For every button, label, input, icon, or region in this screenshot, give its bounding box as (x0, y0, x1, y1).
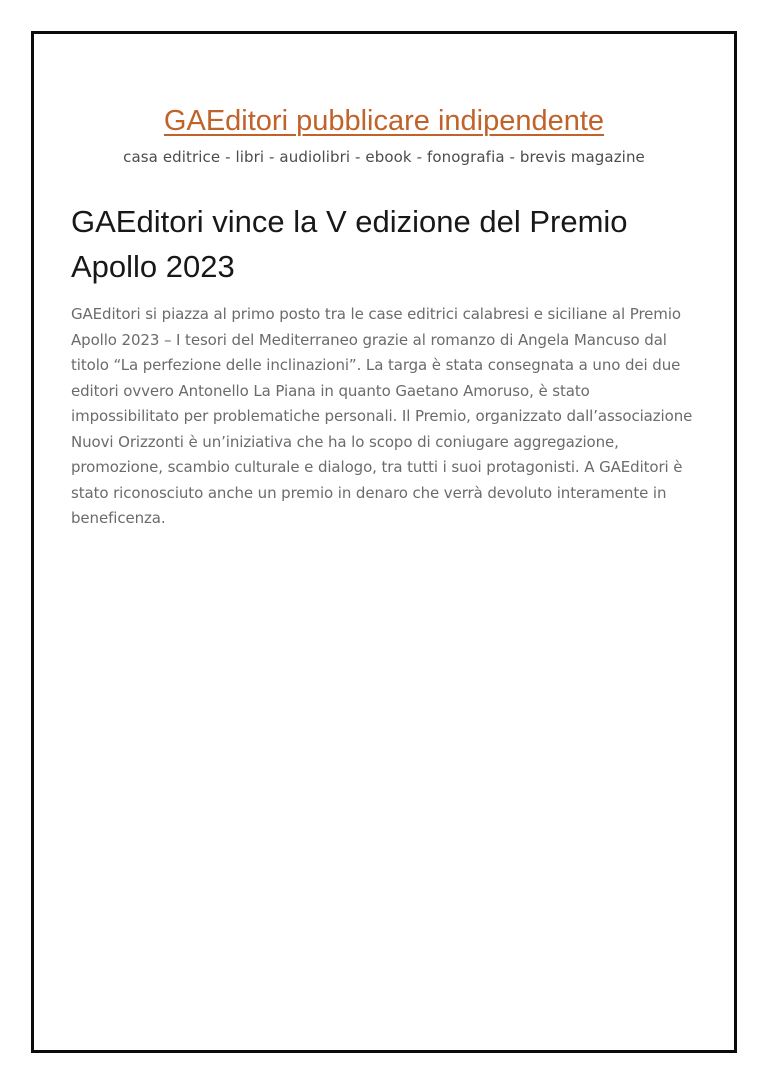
page-frame (31, 31, 737, 1053)
article-body: GAEditori si piazza al primo posto tra le case editrici calabresi e siciliane al Premio Apollo 2023 – I tesori del Mediterraneo grazie al romanzo di Angela Mancuso dal titolo “La perfezione delle inclinazioni”. La targa è stata consegnata a uno dei due editori ovvero Antonello La Piana in quanto Gaetano Amoruso, è stato impossibilitato per problematiche personali. Il Premio, organizzato dall’associazione Nuovi Orizzonti è un’iniziativa che ha lo scopo di coniugare aggregazione, promozione, scambio culturale e dialogo, tra tutti i suoi protagonisti. A GAEditori è stato riconosciuto anche un premio in denaro che verrà devoluto interamente in beneficenza. (71, 305, 693, 527)
site-tagline: casa editrice - libri - audiolibri - ebook - fonografia - brevis magazine (123, 148, 645, 166)
article (71, 199, 697, 532)
article-title: GAEditori vince la V edizione del Premio Apollo 2023 (71, 204, 628, 284)
site-title-link[interactable]: GAEditori pubblicare indipendente (163, 105, 605, 137)
page-content (34, 34, 734, 532)
site-header (71, 104, 697, 168)
